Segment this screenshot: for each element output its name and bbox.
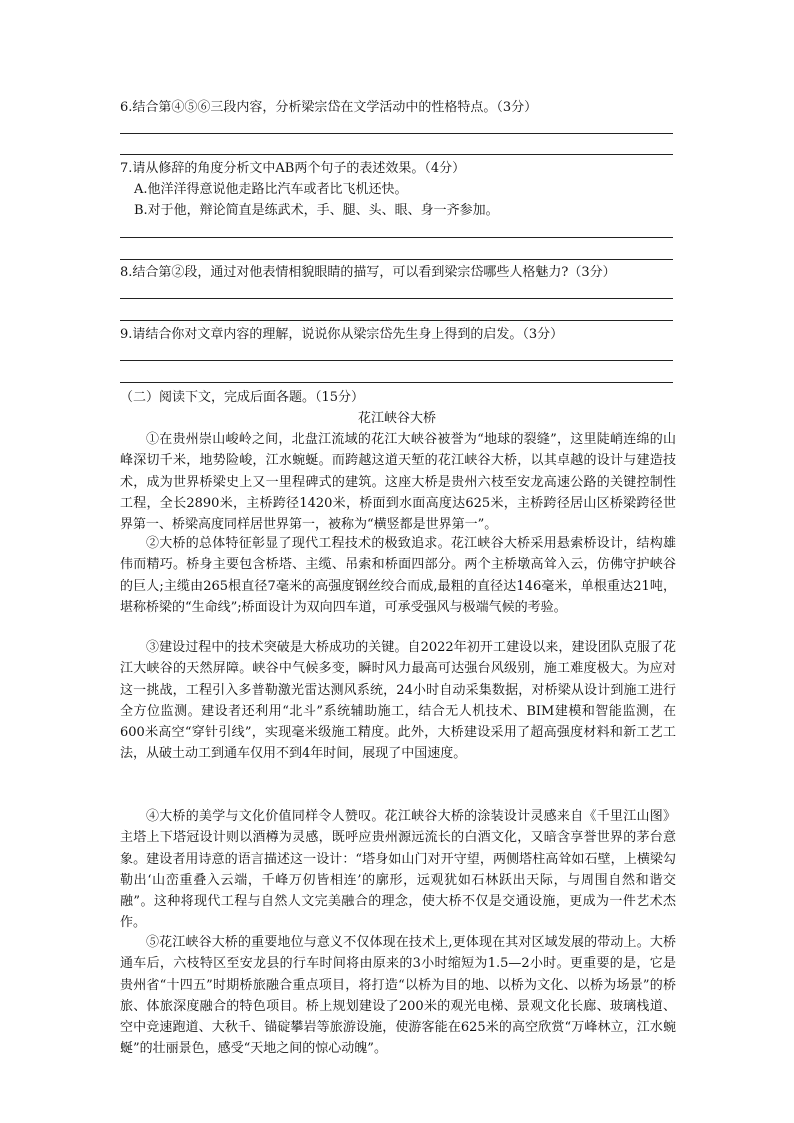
answer-line	[120, 382, 673, 383]
article-paragraph-3: ③建设过程中的技术突破是大桥成功的关键。自2022年初开工建设以来，建设团队克服了花江大峡谷的天然屏障。峡谷中气候多变，瞬时风力最高可达强台风级别，施工难度极大。为应对这一挑战，工程引入多普勒激光雷达测风系统，24小时自动采集数据，对桥梁从设计到施工进行全方位监测。建设者还利用“北斗”系统辅助施工，结合无人机技术、BIM建模和智能监测，在600米高空“穿针引线”，实现毫米级施工精度。此外，大桥建设采用了超高强度材料和新工艺工法，从破土动工到通车仅用不到4年时间，展现了中国速度。	[120, 640, 676, 762]
answer-line	[120, 133, 673, 134]
question-6: 6.结合第④⑤⑥三段内容，分析梁宗岱在文学活动中的性格特点。（3分）	[120, 100, 538, 115]
question-8: 8.结合第②段，通过对他表情相貌眼睛的描写，可以看到梁宗岱哪些人格魅力?（3分）	[120, 265, 616, 280]
article-paragraph-2: ②大桥的总体特征彰显了现代工程技术的极致追求。花江峡谷大桥采用悬索桥设计，结构雄伟而精巧。桥身主要包含桥塔、主缆、吊索和桥面四部分。两个主桥墩高耸入云，仿佛守护峡谷的巨人;主缆由265根直径7毫米的高强度钢丝绞合而成,最粗的直径达146毫米，单根重达21吨，堪称桥梁的“生命线”;桥面设计为双向四车道，可承受强风与极端气候的考验。	[120, 536, 676, 615]
article-paragraph-1: ①在贵州崇山峻岭之间，北盘江流域的花江大峡谷被誉为“地球的裂缝”，这里陡峭连绵的山峰深切千米，地势险峻，江水蜿蜒。而跨越这道天堑的花江峡谷大桥，以其卓越的设计与建造技术，成为世界桥梁史上又一里程碑式的建筑。这座大桥是贵州六枝至安龙高速公路的关键控制性工程，全长2890米，主桥跨径1420米，桥面到水面高度达625米，主桥跨径居山区桥梁跨径世界第一、桥梁高度同样居世界第一，被称为“横竖都是世界第一”。	[120, 432, 676, 533]
article-paragraph-4: ④大桥的美学与文化价值同样令人赞叹。花江峡谷大桥的涂装设计灵感来自《千里江山图》主塔上下塔冠设计则以酒樽为灵感，既呼应贵州源远流长的白酒文化，又暗含享誉世界的茅台意象。建设者用诗意的语言描述这一设计：“塔身如山门对开守望，两侧塔柱高耸如石壁，上横梁勾勒出‘山峦重叠入云端，千峰万仞皆相连’的廓形，远观犹如石林跃出天际，与周围自然和谐交融”。这种将现代工程与自然人文完美融合的理念，使大桥不仅是交通设施，更成为一件艺术杰作。	[120, 809, 676, 931]
answer-line	[120, 320, 673, 321]
section-heading: （二）阅读下文，完成后面各题。（15分）	[120, 390, 365, 405]
question-9: 9.请结合你对文章内容的理解，说说你从梁宗岱先生身上得到的启发。（3分）	[120, 327, 564, 342]
answer-line	[120, 154, 673, 155]
answer-line	[120, 298, 673, 299]
question-7-option-a: A.他洋洋得意说他走路比汽车或者比飞机还快。	[134, 182, 408, 197]
article-title: 花江峡谷大桥	[357, 411, 436, 426]
answer-line	[120, 360, 673, 361]
answer-line	[120, 259, 673, 260]
question-7: 7.请从修辞的角度分析文中AB两个句子的表述效果。（4分）	[120, 161, 466, 176]
article-paragraph-5: ⑤花江峡谷大桥的重要地位与意义不仅体现在技术上,更体现在其对区域发展的带动上。大桥通车后，六枝特区至安龙县的行车时间将由原来的3小时缩短为1.5—2小时。更重要的是，它是贵州省“十四五”时期桥旅融合重点项目，将打造“以桥为目的地、以桥为文化、以桥为场景”的桥旅、体旅深度融合的特色项目。桥上规划建设了200米的观光电梯、景观文化长廊、玻璃栈道、空中竞速跑道、大秋千、锚碇攀岩等旅游设施，使游客能在625米的高空欣赏“万峰林立，江水蜿蜒”的壮丽景色，感受“天地之间的惊心动魄”。	[120, 935, 676, 1057]
answer-line	[120, 237, 673, 238]
question-7-option-b: B.对于他，辩论简直是练武术，手、腿、头、眼、身一齐参加。	[134, 203, 499, 218]
